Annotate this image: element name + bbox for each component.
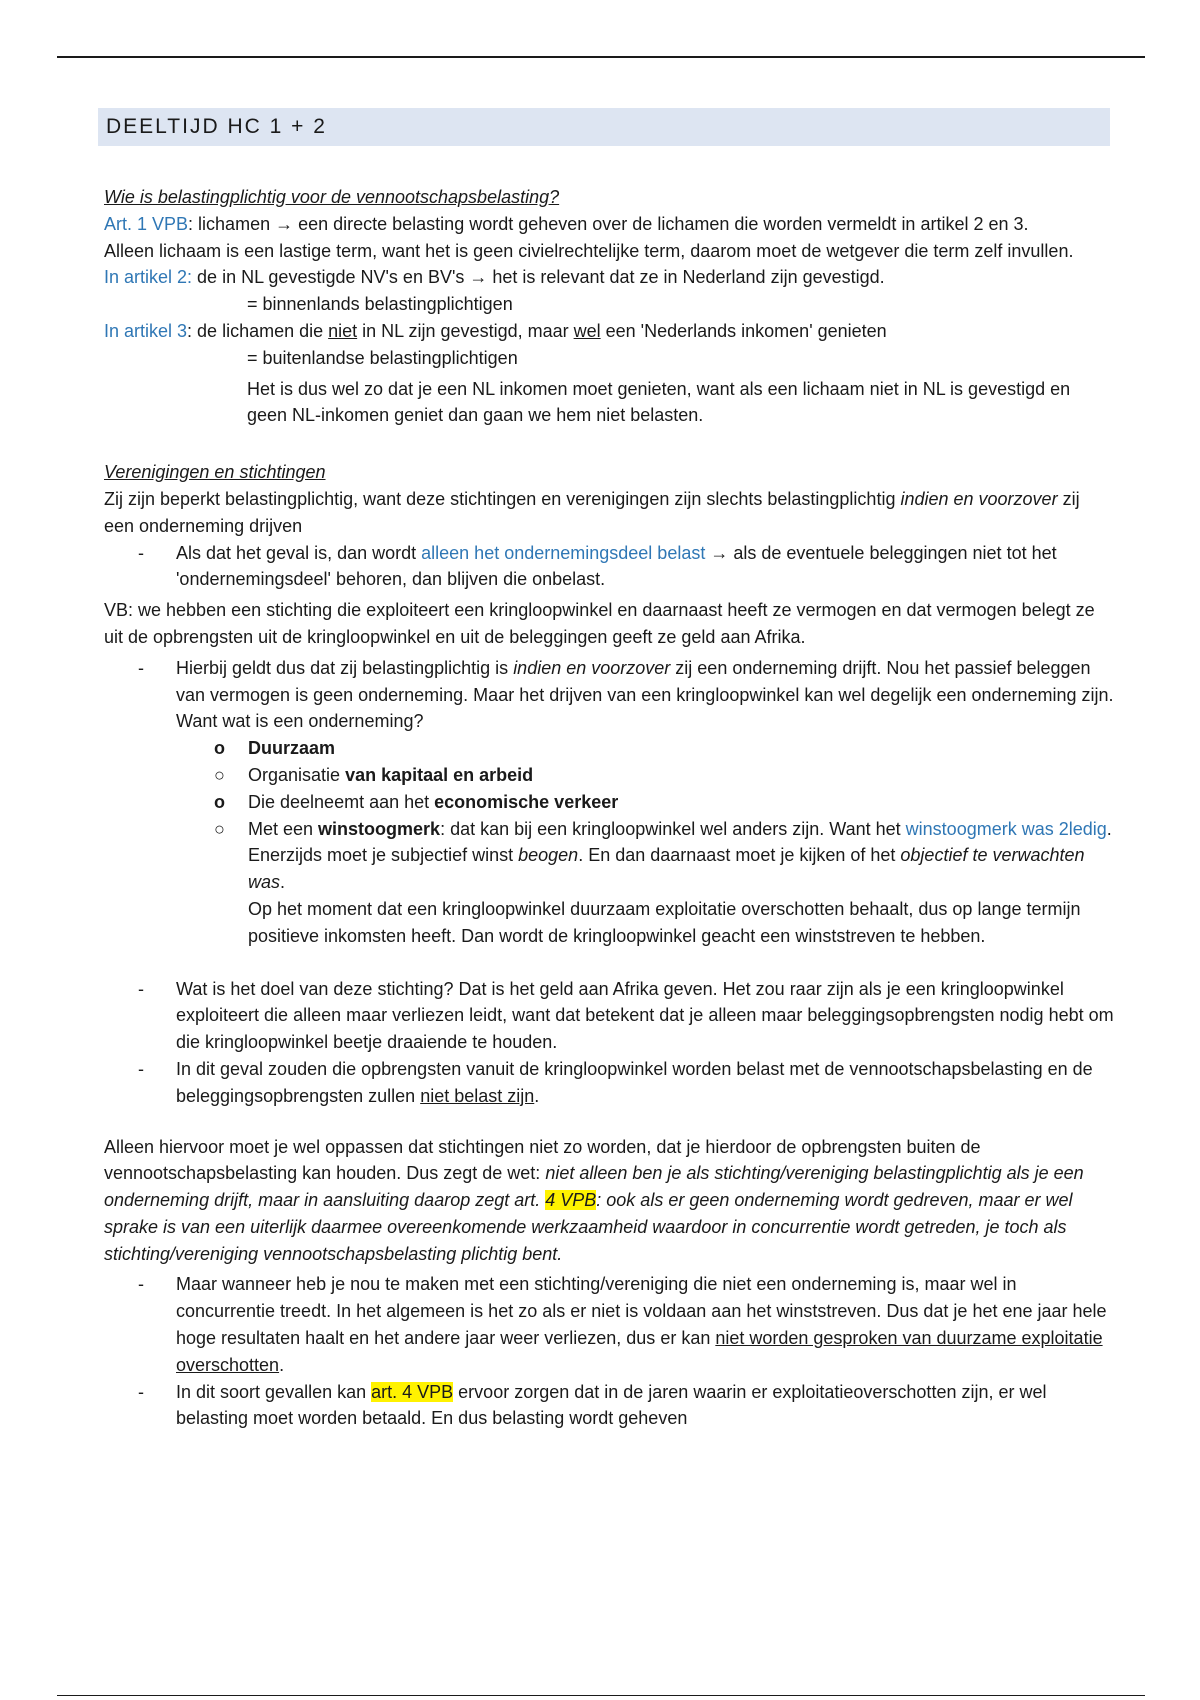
beperkt-paragraph: Zij zijn beperkt belastingplichtig, want deze stichtingen en verenigingen zijn slechts belastingplichtig indien en voorzover zij een onderneming drijven [104,488,1080,536]
lichaam-paragraph: Alleen lichaam is een lastige term, want het is geen civielrechtelijke term, daarom moet de wetgever die term zelf invullen. [104,240,1074,261]
art1-reference: Art. 1 VPB [104,213,189,234]
question-heading: Wie is belastingplichtig voor de vennootschapsbelasting? [104,187,560,207]
art3-note: Het is dus wel zo dat je een NL inkomen moet genieten, want als een lichaam niet in NL is gevestigd en geen NL-inkomen geniet dan gaan we hem niet belasten. [247,378,1071,426]
art2-result: = binnenlands belastingplichtigen [247,294,513,315]
criteria-list [104,735,1114,896]
list-item: - Wat is het doel van deze stichting? Dat is het geld aan Afrika geven. Het zou raar zijn als je een kringloopwinkel exploiteert die alleen maar verliezen leidt, want dat betekent dat je alleen maar beleggingsopbrengsten nodig hebt om die kringloopwinkel beetje draaiende te houden. [104,976,1114,1056]
art3-reference: In artikel 3 [104,320,188,341]
dash-list [104,976,1114,1110]
document-body [104,108,1114,1432]
subsection-heading: Verenigingen en stichtingen [104,462,326,483]
list-item: o Die deelneemt aan het economische verkeer [104,789,1114,816]
art3-paragraph: In artikel 3: de lichamen die niet in NL zijn gevestigd, maar wel een 'Nederlands inkomen' genieten [104,320,887,341]
list-item: ○ Organisatie van kapitaal en arbeid [104,762,1114,789]
bullet-filled-icon: o [214,791,225,812]
bullet-filled-icon: o [214,738,225,759]
list-item: - In dit soort gevallen kan art. 4 VPB ervoor zorgen dat in de jaren waarin er exploitatieoverschotten zijn, er wel belasting moet worden betaald. En dus belasting wordt geheven [104,1379,1114,1433]
dash-list [104,540,1114,594]
list-item: o Duurzaam [104,735,1114,762]
example-paragraph: VB: we hebben een stichting die exploiteert een kringloopwinkel en daarnaast heeft ze vermogen en dat vermogen belegt ze uit de opbrengsten uit de kringloopwinkel en uit de beleggingen geeft ze geld aan Afrika. [104,600,1095,647]
art3-result: = buitenlandse belastingplichtigen [247,347,518,368]
list-item: - Hierbij geldt dus dat zij belastingplichtig is indien en voorzover zij een onderneming drijft. Nou het passief beleggen van vermogen is geen onderneming. Maar het drijven van een kringloopwinkel kan wel degelijk een onderneming zijn. Want wat is een onderneming? [104,655,1114,735]
winstoogmerk-note: Op het moment dat een kringloopwinkel duurzaam exploitatie overschotten behaalt, dus op lange termijn positieve inkomsten heeft. Dan wordt de kringloopwinkel geacht een winststreven te hebben. [248,898,1081,946]
highlight: art. 4 VPB [371,1381,454,1402]
page-title: DEELTIJD HC 1 + 2 [106,115,327,138]
art4-paragraph: Alleen hiervoor moet je wel oppassen dat stichtingen niet zo worden, dat je hierdoor de opbrengsten buiten de vennootschapsbelasting kan houden. Dus zegt de wet: niet alleen ben je als stichting/vereniging belastingplichtig als je een onderneming drijft, maar in aansluiting daarop zegt art. 4 VPB: ook als er geen onderneming wordt gedreven, maar er wel sprake is van een uiterlijk daarmee overeenkomende werkzaamheid waardoor in concurrentie wordt getreden, je toch als stichting/vereniging vennootschapsbelasting plichtig bent. [104,1136,1084,1264]
list-item: - Maar wanneer heb je nou te maken met een stichting/vereniging die niet een onderneming is, maar wel in concurrentie treedt. In het algemeen is het zo als er niet is voldaan aan het winststreven. Dus dat je het ene jaar hele hoge resultaten haalt en het andere jaar weer verliezen, dus er kan niet worden gesproken van duurzame exploitatie overschotten. [104,1271,1114,1378]
list-item: ○ Met een winstoogmerk: dat kan bij een kringloopwinkel wel anders zijn. Want het winstoogmerk was 2ledig. Enerzijds moet je subjectief winst beogen. En dan daarnaast moet je kijken of het objectief te verwachten was. [104,816,1114,896]
art1-paragraph: Art. 1 VPB: lichamen → een directe belasting wordt geheven over de lichamen die worden vermeldt in artikel 2 en 3. [104,213,1029,234]
highlight: 4 VPB [545,1190,597,1211]
top-rule [57,56,1145,58]
section-title-bar [98,108,1110,146]
list-item: - In dit geval zouden die opbrengsten vanuit de kringloopwinkel worden belast met de vennootschapsbelasting en de beleggingsopbrengsten zullen niet belast zijn. [104,1056,1114,1110]
dash-list [104,1271,1114,1432]
art2-paragraph: In artikel 2: de in NL gevestigde NV's en BV's → het is relevant dat ze in Nederland zijn gevestigd. [104,267,885,288]
bullet-hollow-icon: ○ [214,818,225,839]
bullet-hollow-icon: ○ [214,764,225,785]
list-item: - Als dat het geval is, dan wordt alleen het ondernemingsdeel belast → als de eventuele beleggingen niet tot het 'ondernemingsdeel' behoren, dan blijven die onbelast. [104,540,1114,594]
dash-list [104,655,1114,735]
bottom-rule [57,1695,1145,1696]
art2-reference: In artikel 2: [104,267,193,288]
